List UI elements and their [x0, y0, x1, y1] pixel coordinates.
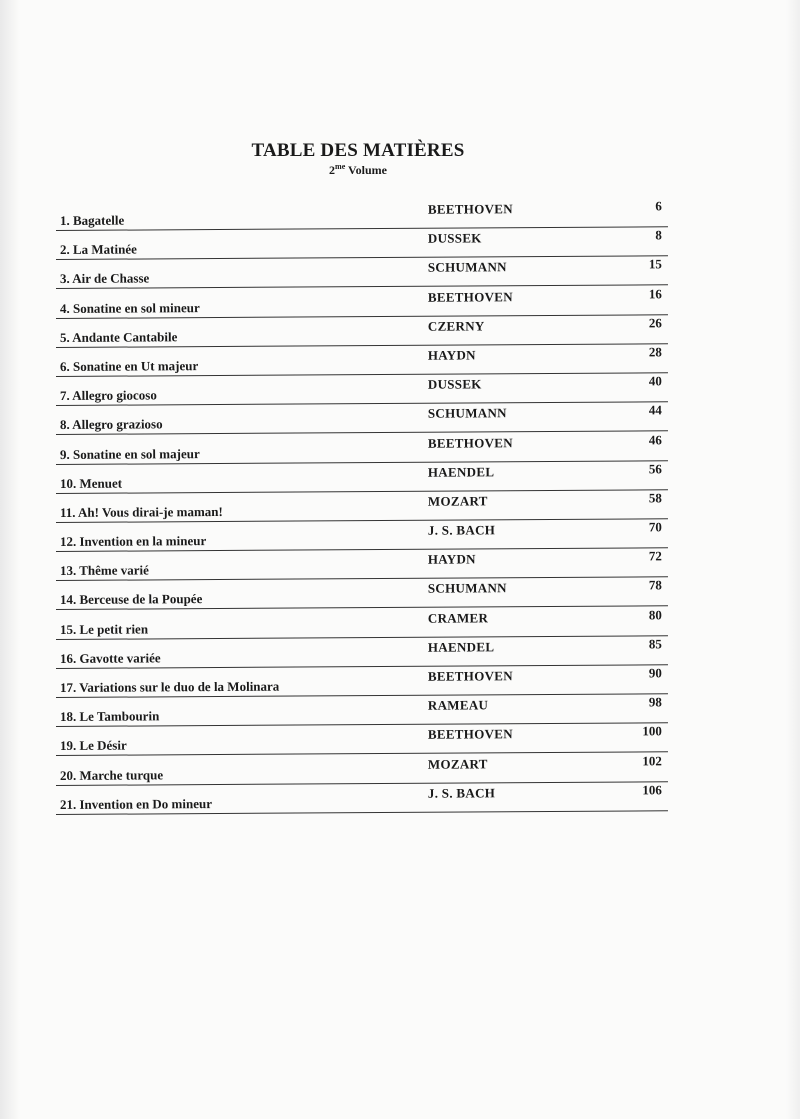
composer-name: J. S. BACH: [427, 785, 496, 801]
toc-row: [56, 490, 668, 523]
page-number: 98: [648, 694, 662, 710]
piece-title: 21. Invention en Do mineur: [59, 795, 213, 812]
composer-name: SCHUMANN: [427, 259, 507, 276]
page-number: 44: [648, 402, 662, 418]
composer-name: MOZART: [427, 493, 488, 509]
page-number: 46: [648, 431, 662, 447]
composer-name: J. S. BACH: [427, 522, 496, 538]
composer-name: BEETHOVEN: [427, 726, 513, 743]
page-number: 90: [648, 665, 662, 681]
composer-name: CZERNY: [427, 318, 485, 334]
page-number: 28: [648, 344, 662, 360]
page-number: 102: [642, 752, 662, 768]
scan-shadow-right: [786, 0, 800, 1119]
toc-row: [56, 636, 668, 669]
volume-number: 2: [329, 163, 336, 177]
piece-title: 20. Marche turque: [59, 767, 164, 783]
toc-row: [56, 344, 668, 377]
table-of-contents: [56, 198, 668, 815]
toc-row: [56, 753, 668, 786]
toc-row: [56, 724, 668, 757]
toc-row: [56, 257, 668, 290]
composer-name: SCHUMANN: [427, 580, 507, 597]
toc-row: [56, 198, 668, 231]
piece-title: 10. Menuet: [59, 475, 123, 491]
composer-name: DUSSEK: [427, 376, 482, 392]
composer-name: BEETHOVEN: [427, 201, 513, 217]
composer-name: HAYDN: [427, 347, 476, 363]
page-number: 85: [648, 636, 662, 652]
composer-name: HAENDEL: [427, 464, 495, 480]
composer-name: CRAMER: [427, 609, 489, 626]
composer-name: MOZART: [427, 755, 488, 772]
toc-row: [56, 403, 668, 436]
piece-title: 13. Thême varié: [59, 562, 149, 579]
toc-row: [56, 373, 668, 406]
page-title: TABLE DES MATIÈRES: [251, 140, 465, 161]
page-number: 78: [648, 577, 662, 593]
piece-title: 2. La Matinée: [59, 241, 137, 258]
volume-label: Volume: [348, 163, 387, 177]
page-number: 6: [655, 198, 662, 214]
toc-row: [56, 549, 668, 582]
piece-title: 6. Sonatine en Ut majeur: [59, 358, 199, 375]
piece-title: 9. Sonatine en sol majeur: [59, 445, 200, 462]
piece-title: 4. Sonatine en sol mineur: [59, 299, 200, 316]
toc-row: [56, 227, 668, 260]
toc-row: [56, 286, 668, 319]
piece-title: 7. Allegro giocoso: [59, 387, 157, 404]
volume-suffix: me: [335, 162, 346, 171]
piece-title: 18. Le Tambourin: [59, 708, 160, 725]
page-number: 56: [648, 460, 662, 477]
page-number: 70: [648, 519, 662, 535]
composer-name: BEETHOVEN: [427, 288, 513, 305]
toc-row: [56, 694, 668, 727]
page-number: 26: [648, 315, 662, 331]
toc-row: [56, 315, 668, 348]
composer-name: DUSSEK: [427, 230, 482, 246]
piece-title: 12. Invention en la mineur: [59, 533, 207, 550]
composer-name: BEETHOVEN: [427, 668, 513, 684]
page-number: 80: [648, 606, 662, 623]
toc-row: [56, 461, 668, 494]
page-number: 106: [642, 782, 662, 798]
piece-title: 14. Berceuse de la Poupée: [59, 591, 203, 608]
page-number: 100: [642, 723, 662, 739]
toc-row: [56, 665, 668, 698]
page-number: 15: [648, 256, 662, 272]
toc-row: [56, 607, 668, 640]
piece-title: 5. Andante Cantabile: [59, 329, 178, 345]
toc-row: [56, 782, 668, 815]
composer-name: HAYDN: [427, 551, 476, 567]
toc-row: [56, 432, 668, 465]
toc-row: [56, 519, 668, 552]
piece-title: 8. Allegro grazioso: [59, 416, 163, 433]
page-number: 72: [648, 548, 662, 564]
piece-title: 1. Bagatelle: [59, 212, 125, 229]
composer-name: HAENDEL: [427, 639, 495, 655]
page-number: 16: [648, 285, 662, 301]
piece-title: 3. Air de Chasse: [59, 270, 150, 287]
page-number: 8: [655, 227, 662, 243]
volume-subtitle: [0, 162, 716, 178]
piece-title: 15. Le petit rien: [59, 621, 149, 637]
piece-title: 19. Le Désir: [59, 738, 127, 754]
piece-title: 16. Gavotte variée: [59, 650, 161, 666]
page-number: 58: [648, 490, 662, 506]
toc-row: [56, 578, 668, 611]
piece-title: 17. Variations sur le duo de la Molinara: [59, 678, 280, 696]
composer-name: SCHUMANN: [427, 405, 507, 422]
piece-title: 11. Ah! Vous dirai-je maman!: [59, 504, 223, 521]
page-number: 40: [648, 373, 662, 389]
composer-name: BEETHOVEN: [427, 434, 513, 451]
composer-name: RAMEAU: [427, 697, 489, 713]
